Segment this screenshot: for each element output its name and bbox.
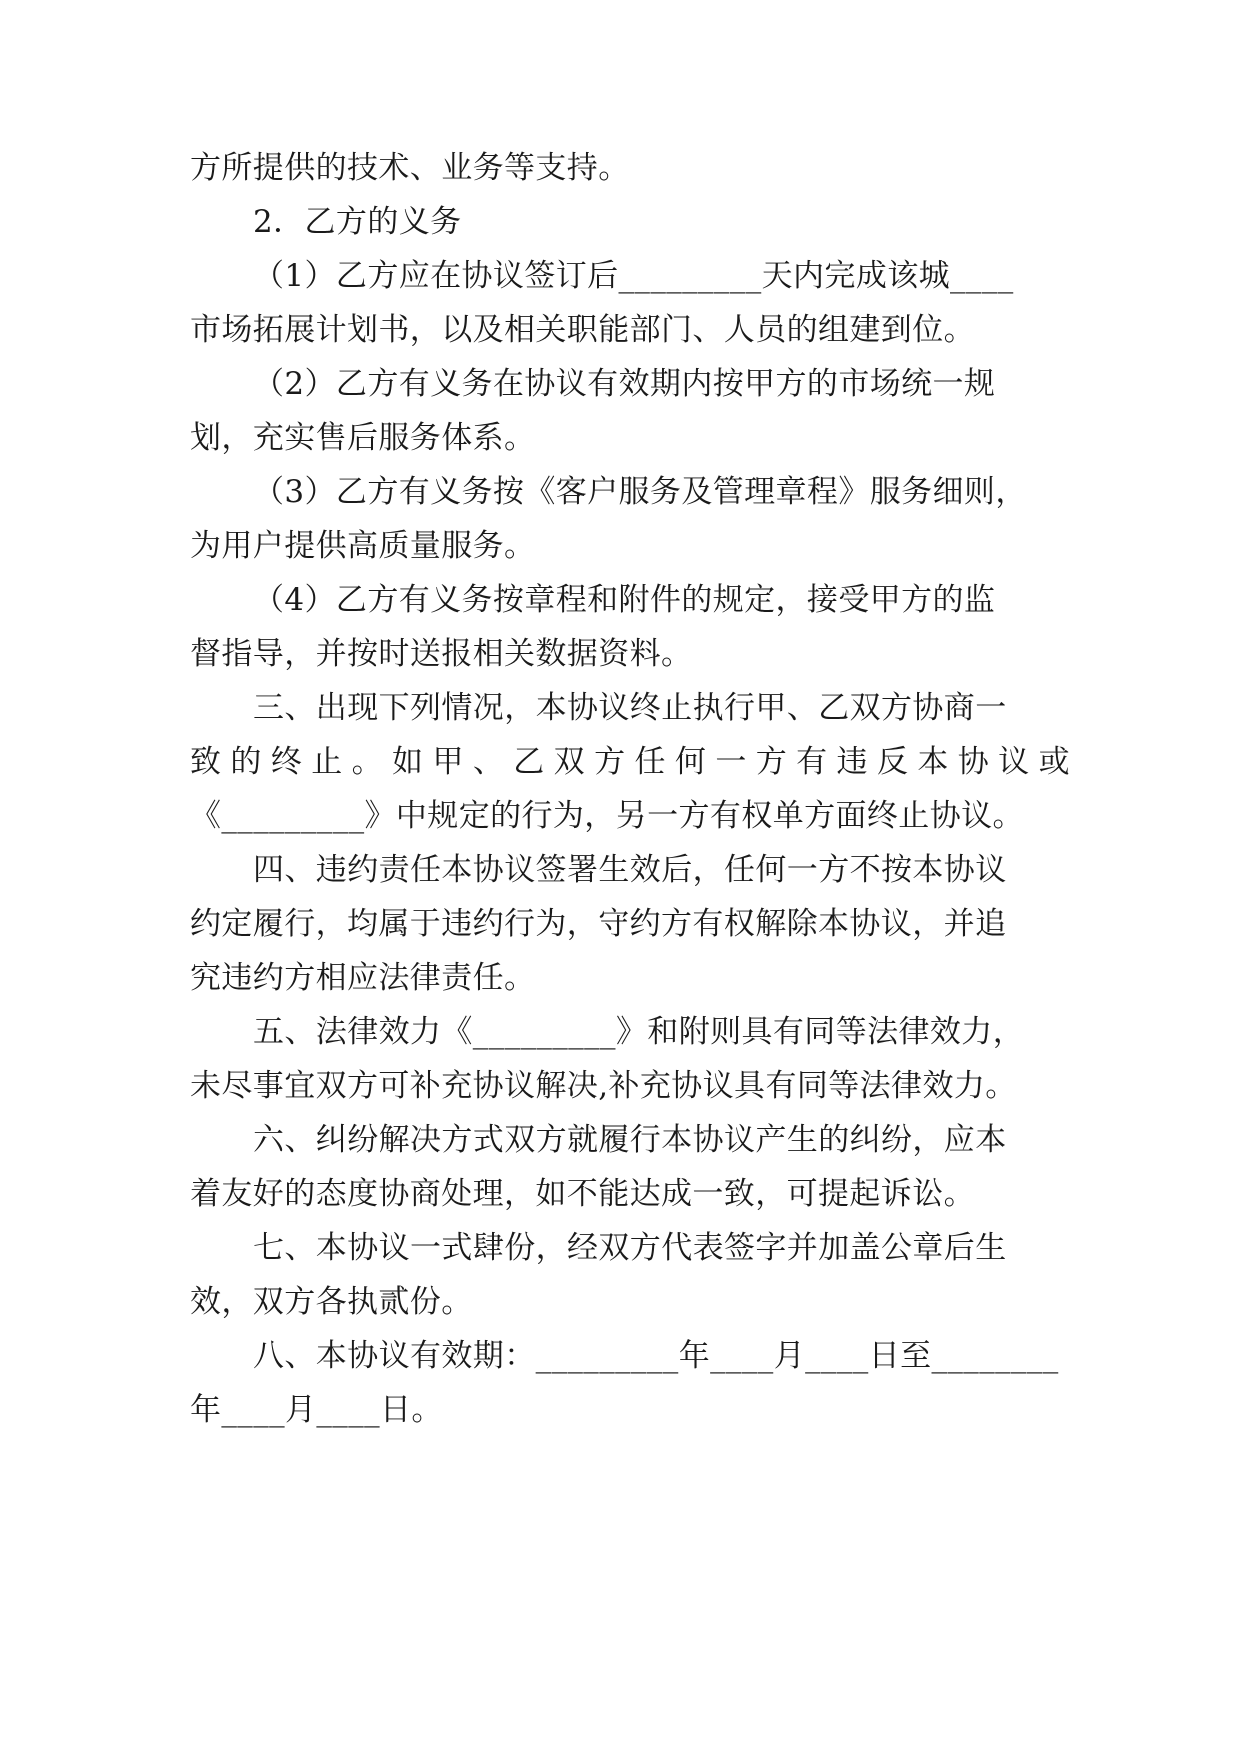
text-line: 六、纠纷解决方式双方就履行本协议产生的纠纷，应本 [253, 1122, 1007, 1158]
text-line: 督指导，并按时送报相关数据资料。 [190, 636, 693, 672]
text-line: （1）乙方应在协议签订后_________天内完成该城____ [253, 258, 1014, 294]
text-line: 三、出现下列情况，本协议终止执行甲、乙双方协商一 [253, 690, 1007, 726]
text-line: （3）乙方有义务按《客户服务及管理章程》服务细则， [253, 474, 1027, 510]
text-line: 八、本协议有效期：_________年____月____日至________ [253, 1338, 1059, 1374]
text-line: 究违约方相应法律责任。 [190, 960, 536, 996]
text-line: 方所提供的技术、业务等支持。 [190, 150, 630, 186]
text-line: 市场拓展计划书，以及相关职能部门、人员的组建到位。 [190, 312, 975, 348]
section-heading: 2．乙方的义务 [253, 204, 462, 240]
text-line: 约定履行，均属于违约行为，守约方有权解除本协议，并追 [190, 906, 1007, 942]
text-line: 《_________》中规定的行为，另一方有权单方面终止协议。 [190, 798, 1024, 834]
text-line: 四、违约责任本协议签署生效后，任何一方不按本协议 [253, 852, 1007, 888]
text-line: 致的终止。如甲、乙双方任何一方有违反本协议或 [190, 744, 1070, 780]
text-line: 未尽事宜双方可补充协议解决,补充协议具有同等法律效力。 [190, 1068, 1017, 1104]
text-line: （2）乙方有义务在协议有效期内按甲方的市场统一规 [253, 366, 996, 402]
text-line: 年____月____日。 [190, 1392, 443, 1428]
text-line: 划，充实售后服务体系。 [190, 420, 536, 456]
text-line: 七、本协议一式肆份，经双方代表签字并加盖公章后生 [253, 1230, 1007, 1266]
text-line: 着友好的态度协商处理，如不能达成一致，可提起诉讼。 [190, 1176, 975, 1212]
text-line: 效，双方各执贰份。 [190, 1284, 473, 1320]
text-line: 为用户提供高质量服务。 [190, 528, 536, 564]
text-line: 五、法律效力《_________》和附则具有同等法律效力， [253, 1014, 1025, 1050]
text-line: （4）乙方有义务按章程和附件的规定，接受甲方的监 [253, 582, 996, 618]
